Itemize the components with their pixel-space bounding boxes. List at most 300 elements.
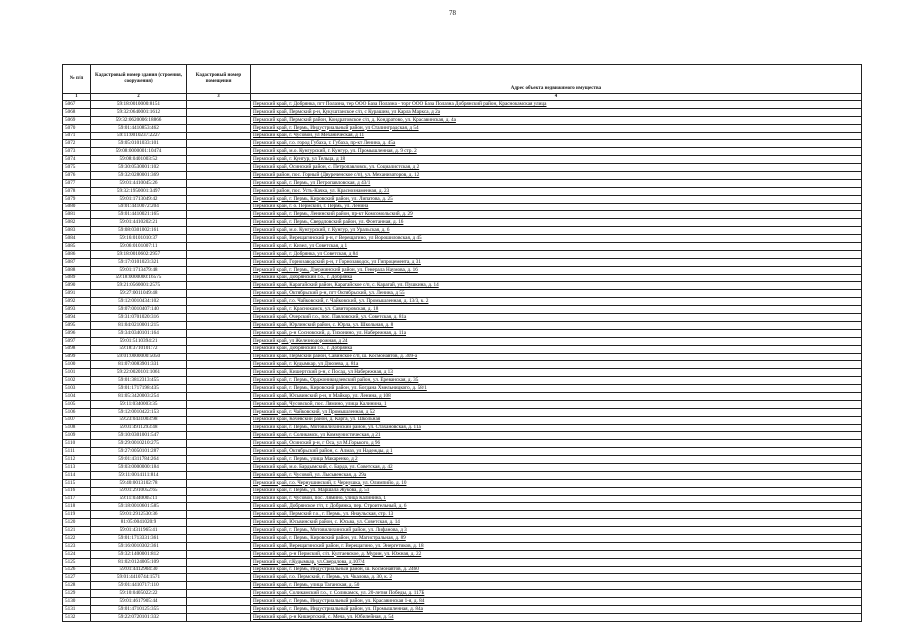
- row-number: 5072: [63, 140, 91, 148]
- table-row: [63, 337, 862, 345]
- address-text: Пермский край, г. Пермь, Индустриальный район, ул. Промышленная, д. 84а: [253, 605, 423, 612]
- address-text: Пермский край, г.о. Пермский, г. Пермь, ул. Чкалова, д. 30, к. 2: [253, 574, 392, 581]
- table-row: [63, 132, 862, 140]
- address-text: Пермский край, р-н Кишертский, с. Меча, ул. Юбилейная, д. 54: [253, 613, 394, 620]
- cadastral-number: 59:10:0301001:547: [91, 432, 187, 440]
- table-row: [63, 550, 862, 558]
- room-cadastral-number: [187, 227, 251, 235]
- row-number: 5109: [63, 432, 91, 440]
- table-row: [63, 448, 862, 456]
- row-number: 5131: [63, 606, 91, 614]
- row-number: 5076: [63, 172, 91, 180]
- room-cadastral-number: [187, 456, 251, 464]
- column-number: 4: [251, 94, 862, 101]
- row-number: 5091: [63, 290, 91, 298]
- room-cadastral-number: [187, 101, 251, 109]
- cadastral-number: 59:03:0000000:184: [91, 463, 187, 471]
- row-number: 5111: [63, 448, 91, 456]
- address-text: Пермский край, г. Пермь, Индустриальный район, ул Сталинградская, д 54: [253, 124, 419, 131]
- cadastral-number: 59:08:0401003:52: [91, 156, 187, 164]
- address-text: Пермский край, г. Пермь, ул. Маршала Жукова, д. 51: [253, 487, 370, 494]
- address-cell: [251, 440, 862, 448]
- row-number: 5103: [63, 385, 91, 393]
- address-text: Пермский край, г. Добрянка, пгт Полазна, тер ООО База Полазна - торг ООО База Полазна Добрянский район, Краснокамская улица: [253, 100, 547, 107]
- address-text: Пермский край, Очерский г.о., пос. Павловский, ул. Советская, д. 81а: [253, 313, 407, 320]
- room-cadastral-number: [187, 124, 251, 132]
- room-cadastral-number: [187, 495, 251, 503]
- cadastral-number: 59:32:0620006:18866: [91, 116, 187, 124]
- table-row: [63, 211, 862, 219]
- table-row: [63, 511, 862, 519]
- room-cadastral-number: [187, 377, 251, 385]
- table-row: [63, 487, 862, 495]
- address-text: Пермский край, г. Пермь, Мотовилихинский район, ул. Стахановская, д. 11а: [253, 424, 421, 431]
- room-cadastral-number: [187, 337, 251, 345]
- address-text: Пермский край, Карагайский район, Карагайское с/п, с. Карагай, ул. Пушкина, д. 14: [253, 282, 439, 289]
- address-text: Пермский край, Пермский район, Савинское с/п, ш. Космонавтов, д. 309-а: [253, 353, 418, 360]
- cadastral-number: 81:02:0124005:109: [91, 558, 187, 566]
- address-text: Пермский край, Юсьвинский район, с. Юсьва, ул. Советская, д. 14: [253, 519, 400, 526]
- row-number: 5120: [63, 519, 91, 527]
- room-cadastral-number: [187, 566, 251, 574]
- cadastral-number: 59:01:1713331:361: [91, 534, 187, 542]
- address-text: Пермский край, Добрянский г.о., г. Добрянка: [253, 345, 353, 352]
- address-text: Пермский край, г. Пермь, Кировский район, ул. Магистральная, д. 89: [253, 534, 406, 541]
- address-text: Пермский край, м.о. Кунгурский, г. Кунгур, ул. Промышленная, д. 9 стр. 2: [253, 148, 417, 155]
- room-cadastral-number: [187, 282, 251, 290]
- table-row: [63, 101, 862, 109]
- row-number: 5075: [63, 164, 91, 172]
- address-cell: [251, 306, 862, 314]
- address-text: Пермский край, г. Пермь, Орджоникидзевский район, ул. Ереванская, д. 35: [253, 377, 419, 384]
- row-number: 5070: [63, 124, 91, 132]
- address-text: Пермский край, Октябрьский р-н, пгт Октябрьский, ул. Ленина, д 55: [253, 290, 405, 297]
- row-number: 5108: [63, 424, 91, 432]
- address-cell: [251, 613, 862, 621]
- row-number: 5090: [63, 282, 91, 290]
- cadastral-number: 59:01:4911293:48: [91, 424, 187, 432]
- row-number: 5068: [63, 108, 91, 116]
- cadastral-number: 59:07:0010407:140: [91, 306, 187, 314]
- address-cell: [251, 463, 862, 471]
- table-row: [63, 282, 862, 290]
- address-cell: [251, 495, 862, 503]
- table-row: [63, 440, 862, 448]
- address-cell: [251, 101, 862, 109]
- cadastral-number: 59:11:0340003:35: [91, 400, 187, 408]
- table-row: [63, 124, 862, 132]
- address-text: Пермский край, г. Пермь, Свердловский район, ул. Фонтанная, д. 16: [253, 219, 404, 226]
- address-cell: [251, 179, 862, 187]
- row-number: 5126: [63, 566, 91, 574]
- cadastral-number: 81:07:0083901:331: [91, 361, 187, 369]
- address-text: Пермский край, Добрянское г/п, г. Добрянка, пер. Строительный, д. 6: [253, 503, 407, 510]
- table-row: [63, 306, 862, 314]
- cadastral-number: 59:23:0431003:98: [91, 416, 187, 424]
- row-number: 5106: [63, 408, 91, 416]
- cadastral-number: 59:10:0405022:22: [91, 590, 187, 598]
- room-cadastral-number: [187, 361, 251, 369]
- room-cadastral-number: [187, 385, 251, 393]
- cadastral-number: 59:01:1713479:48: [91, 266, 187, 274]
- cadastral-number: 59:32:1400001:812: [91, 550, 187, 558]
- cadastral-number: 59:01:1717198:435: [91, 385, 187, 393]
- address-text: Пермский край, Кишертский р-н, с Посад, ул Набережная, д 13: [253, 369, 393, 376]
- room-cadastral-number: [187, 606, 251, 614]
- address-text: Пермский край, г. Пермь, Индустриальный район, ул. Красавинская 1-я, д. 84: [253, 597, 425, 604]
- cadastral-number: 59:18:0010000:8151: [91, 101, 187, 109]
- cadastral-number: 59:11:0340005:11: [91, 495, 187, 503]
- row-number: 5094: [63, 314, 91, 322]
- address-text: Пермский край, г. Кудымкар, ул Дзюзева, д. 81а: [253, 361, 359, 368]
- address-cell: [251, 337, 862, 345]
- address-cell: [251, 432, 862, 440]
- address-cell: [251, 321, 862, 329]
- table-row: [63, 274, 862, 282]
- room-cadastral-number: [187, 108, 251, 116]
- table-row: [63, 243, 862, 251]
- row-number: 5130: [63, 598, 91, 606]
- row-number: 5116: [63, 487, 91, 495]
- room-cadastral-number: [187, 298, 251, 306]
- address-cell: [251, 400, 862, 408]
- cadastral-number: 59:40:0013102:78: [91, 479, 187, 487]
- row-number: 5107: [63, 416, 91, 424]
- address-cell: [251, 416, 862, 424]
- room-cadastral-number: [187, 266, 251, 274]
- table-row: [63, 235, 862, 243]
- table-row: [63, 164, 862, 172]
- row-number: 5110: [63, 440, 91, 448]
- room-cadastral-number: [187, 345, 251, 353]
- room-cadastral-number: [187, 542, 251, 550]
- table-row: [63, 156, 862, 164]
- room-cadastral-number: [187, 392, 251, 400]
- address-text: Пермский край, г. Чусовой, пос. Лямино, улица Калинина, 1: [253, 495, 387, 502]
- address-text: Пермский край, Соликамский г.о., г. Соликамск, ул. 20-летия Победы, д. 117Б: [253, 590, 425, 597]
- row-number: 5115: [63, 479, 91, 487]
- address-cell: [251, 511, 862, 519]
- address-text: Пермский край, г. Пермь, Индустриальный район, ш. Космонавтов, д. 2460: [253, 566, 419, 573]
- cadastral-number: 59:01:4410021:165: [91, 211, 187, 219]
- column-number: 1: [63, 94, 91, 101]
- address-text: Пермский край, Пермский р-н, Кукуштанское с/п, с Курашим, ул Карла Маркса, д 2а: [253, 108, 441, 115]
- address-cell: [251, 479, 862, 487]
- row-number: 5079: [63, 195, 91, 203]
- address-cell: [251, 361, 862, 369]
- header-address: Адрес объекта недвижимого имущества: [251, 65, 862, 94]
- row-number: 5128: [63, 582, 91, 590]
- room-cadastral-number: [187, 274, 251, 282]
- address-cell: [251, 243, 862, 251]
- address-text: Пермский край, г. Пермь, улица Таганская, д. 50: [253, 582, 360, 589]
- table-row: [63, 408, 862, 416]
- room-cadastral-number: [187, 179, 251, 187]
- cadastral-number: 59:01:1713049:42: [91, 195, 187, 203]
- address-cell: [251, 156, 862, 164]
- cadastral-number: 59:12:0010422:153: [91, 408, 187, 416]
- address-cell: [251, 590, 862, 598]
- table-row: [63, 227, 862, 235]
- room-cadastral-number: [187, 400, 251, 408]
- address-text: Пермский край, г. Чусовой, ул. Лысьвенская, д. 29а: [253, 471, 367, 478]
- address-cell: [251, 471, 862, 479]
- room-cadastral-number: [187, 479, 251, 487]
- cadastral-number: 59:01:4311784:264: [91, 456, 187, 464]
- room-cadastral-number: [187, 187, 251, 195]
- cadastral-number: 81:04:0210001:215: [91, 321, 187, 329]
- table-row: [63, 463, 862, 471]
- address-cell: [251, 550, 862, 558]
- address-cell: [251, 582, 862, 590]
- table-row: [63, 385, 862, 393]
- table-row: [63, 179, 862, 187]
- address-text: Пермский край, г. Добрянка, ул Советская, д 84: [253, 250, 358, 257]
- address-cell: [251, 195, 862, 203]
- address-cell: [251, 392, 862, 400]
- table-row: [63, 542, 862, 550]
- table-row: [63, 574, 862, 582]
- row-number: 5102: [63, 377, 91, 385]
- cadastral-number: 59:32:0640001:1612: [91, 108, 187, 116]
- room-cadastral-number: [187, 353, 251, 361]
- cadastral-number: 59:06:0101007:11: [91, 243, 187, 251]
- room-cadastral-number: [187, 369, 251, 377]
- header-cadastral-building: Кадастровый номер здания (строения, сооружения): [91, 65, 187, 94]
- table-row: [63, 345, 862, 353]
- row-number: 5122: [63, 534, 91, 542]
- row-number: 5084: [63, 235, 91, 243]
- page-number: 78: [449, 9, 456, 17]
- row-number: 5113: [63, 463, 91, 471]
- address-text: Пермский край, Добрянский г.о., г. Добрянка: [253, 274, 353, 281]
- cadastral-number: 59:01:0000000:5050: [91, 353, 187, 361]
- cadastral-number: 59:01:5110394:21: [91, 337, 187, 345]
- room-cadastral-number: [187, 582, 251, 590]
- room-cadastral-number: [187, 132, 251, 140]
- cadastral-number: 59:12:0010434:102: [91, 298, 187, 306]
- address-text: Пермский край, р-н Сосновский, д. Тихонино, ул. Набережная, д. 11а: [253, 329, 407, 336]
- address-cell: [251, 574, 862, 582]
- address-text: Пермский край, г. Пермь, Кировский район, ул. Богдана Хмельницкого, д. 58/1: [253, 384, 427, 391]
- address-cell: [251, 148, 862, 156]
- table-row: [63, 203, 862, 211]
- row-number: 5097: [63, 337, 91, 345]
- row-number: 5083: [63, 227, 91, 235]
- row-number: 5121: [63, 527, 91, 535]
- cadastral-number: 59:18:3710101:72: [91, 345, 187, 353]
- cadastral-number: 59:01:2910052:65: [91, 487, 187, 495]
- address-cell: [251, 408, 862, 416]
- address-cell: [251, 227, 862, 235]
- row-number: 5089: [63, 274, 91, 282]
- address-text: Пермский край, Кочёвский район, д. Карга, ул. Школьная: [253, 416, 381, 423]
- address-text: Пермский край, г.Кудымкар, ул.Свердлова, д.107/4: [253, 558, 365, 565]
- address-text: Пермский край, Чусовской, пос. Лямино, улица Калинина, 1: [253, 400, 387, 407]
- table-row: [63, 369, 862, 377]
- address-text: Пермский край, г. Пермь, Мотовилихинский район, ул. Лифанова, д 3: [253, 526, 407, 533]
- row-number: 5123: [63, 542, 91, 550]
- table-row: [63, 495, 862, 503]
- address-cell: [251, 290, 862, 298]
- address-cell: [251, 566, 862, 574]
- table-row: [63, 290, 862, 298]
- address-cell: [251, 298, 862, 306]
- address-text: Пермский край, Октябрьский район, с. Алмаз, ул Надежды, д 1: [253, 448, 393, 455]
- row-number: 5096: [63, 329, 91, 337]
- address-text: Пермский край, г.о. город Губаха, г. Губаха, пр-кт Ленина, д. 45а: [253, 140, 396, 147]
- cadastral-number: 59:01:4311965:41: [91, 527, 187, 535]
- room-cadastral-number: [187, 558, 251, 566]
- address-text: Пермский край, Горнозаводский р-н, г Горнозаводск, ул Гипроцементa, д 31: [253, 258, 421, 265]
- cadastral-number: 59:08:0000001:10474: [91, 148, 187, 156]
- address-cell: [251, 527, 862, 535]
- room-cadastral-number: [187, 140, 251, 148]
- cadastral-number: 59:30:0530001:102: [91, 164, 187, 172]
- row-number: 5129: [63, 590, 91, 598]
- address-text: Пермский край, м.о. Кунгурский, г. Кунгур, ул Уральская, д. 6: [253, 227, 390, 234]
- address-cell: [251, 448, 862, 456]
- cadastral-number: 81:05:0041020:9: [91, 519, 187, 527]
- address-cell: [251, 424, 862, 432]
- address-cell: [251, 353, 862, 361]
- address-text: Пермский край, г. Чайковский, ул Промышленная, д 52: [253, 408, 375, 415]
- room-cadastral-number: [187, 329, 251, 337]
- row-number: 5125: [63, 558, 91, 566]
- room-cadastral-number: [187, 195, 251, 203]
- room-cadastral-number: [187, 211, 251, 219]
- cadastral-number: 59:22:0020101:1061: [91, 369, 187, 377]
- cadastral-number: 59:18:0000000:16575: [91, 274, 187, 282]
- address-cell: [251, 219, 862, 227]
- address-cell: [251, 606, 862, 614]
- table-row: [63, 148, 862, 156]
- address-text: Пермский край, ул Железнодорожная, д 24: [253, 337, 348, 344]
- table-row: [63, 432, 862, 440]
- room-cadastral-number: [187, 534, 251, 542]
- address-cell: [251, 385, 862, 393]
- cadastral-number: 59:01:4412904:30: [91, 566, 187, 574]
- table-row: [63, 479, 862, 487]
- row-number: 5118: [63, 503, 91, 511]
- table-row: [63, 250, 862, 258]
- cadastral-number: 59:21:0560001:2575: [91, 282, 187, 290]
- table-row: [63, 329, 862, 337]
- room-cadastral-number: [187, 471, 251, 479]
- row-number: 5112: [63, 456, 91, 464]
- table-row: [63, 116, 862, 124]
- address-cell: [251, 558, 862, 566]
- room-cadastral-number: [187, 203, 251, 211]
- row-number: 5127: [63, 574, 91, 582]
- cadastral-number: 59:11:0010237:2227: [91, 132, 187, 140]
- address-text: Пермский край, Осинский район, с. Петропавловск, ул. Социалистская, д 2: [253, 163, 420, 170]
- address-text: Пермский край, г. Кунгур, ул Тельца, д 18: [253, 156, 346, 163]
- address-text: Пермский край, Верещагинский р-н, г Верещагино, ул Ворошиловская, д 45: [253, 234, 422, 241]
- row-number: 5119: [63, 511, 91, 519]
- row-number: 5095: [63, 321, 91, 329]
- cadastral-number: 59:18:0010601:585: [91, 503, 187, 511]
- room-cadastral-number: [187, 250, 251, 258]
- room-cadastral-number: [187, 511, 251, 519]
- row-number: 5087: [63, 258, 91, 266]
- address-cell: [251, 282, 862, 290]
- table-row: [63, 606, 862, 614]
- room-cadastral-number: [187, 258, 251, 266]
- table-row: [63, 195, 862, 203]
- row-number: 5077: [63, 179, 91, 187]
- table-row: [63, 400, 862, 408]
- room-cadastral-number: [187, 527, 251, 535]
- room-cadastral-number: [187, 574, 251, 582]
- row-number: 5085: [63, 243, 91, 251]
- address-cell: [251, 534, 862, 542]
- room-cadastral-number: [187, 172, 251, 180]
- cadastral-number: 59:16:0010302:361: [91, 542, 187, 550]
- address-cell: [251, 598, 862, 606]
- table-row: [63, 424, 862, 432]
- room-cadastral-number: [187, 156, 251, 164]
- room-cadastral-number: [187, 164, 251, 172]
- table-row: [63, 266, 862, 274]
- address-cell: [251, 456, 862, 464]
- cadastral-number: 59:01:4410072:204: [91, 203, 187, 211]
- address-text: Пермский край, г.о. Чайковский, г. Чайковский, ул. Промышленная, д. 13/3, к. 2: [253, 298, 429, 305]
- address-text: Пермский край, г. Пермь, улица Макаренко, д 2: [253, 455, 358, 462]
- cadastral-number: 59:01:4710125:355: [91, 606, 187, 614]
- table-row: [63, 582, 862, 590]
- address-cell: [251, 519, 862, 527]
- room-cadastral-number: [187, 432, 251, 440]
- table-row: [63, 534, 862, 542]
- table-row: [63, 613, 862, 621]
- cadastral-number: 59:32:1950001:3497: [91, 187, 187, 195]
- address-text: Пермский край, г. Кизел, ул Советская, д 1: [253, 242, 348, 249]
- table-row: [63, 298, 862, 306]
- registry-table: [62, 64, 862, 622]
- room-cadastral-number: [187, 306, 251, 314]
- header-num: № п/п: [63, 65, 91, 94]
- address-text: Пермский край, Пермский г.о., г. Пермь, ул. Янаульская, стр. 13: [253, 511, 394, 518]
- address-text: Пермский край, Верещагинский район, г. Верещагино, ул. Энергетиков, д. 18: [253, 542, 424, 549]
- table-row: [63, 566, 862, 574]
- row-number: 5082: [63, 219, 91, 227]
- address-cell: [251, 377, 862, 385]
- address-cell: [251, 203, 862, 211]
- cadastral-number: 59:01:4410202:21: [91, 219, 187, 227]
- address-cell: [251, 172, 862, 180]
- room-cadastral-number: [187, 503, 251, 511]
- row-number: 5114: [63, 471, 91, 479]
- address-cell: [251, 235, 862, 243]
- room-cadastral-number: [187, 598, 251, 606]
- address-cell: [251, 314, 862, 322]
- room-cadastral-number: [187, 487, 251, 495]
- room-cadastral-number: [187, 321, 251, 329]
- address-text: Пермский край, г. Пермь, ул Петропавловская, д 43/1: [253, 179, 371, 186]
- row-number: 5101: [63, 369, 91, 377]
- address-text: Пермский край, р-н Пермский, с/п. Култаевское, д. Мурин, ул. Южная, д. 22: [253, 550, 422, 557]
- table-row: [63, 361, 862, 369]
- table-row: [63, 416, 862, 424]
- cadastral-number: 59:05:0101033:101: [91, 140, 187, 148]
- table-row: [63, 377, 862, 385]
- room-cadastral-number: [187, 463, 251, 471]
- table-row: [63, 558, 862, 566]
- row-number: 5124: [63, 550, 91, 558]
- address-text: Пермский край, г. Пермь, Кировский район, ул. Липатова, д. 25: [253, 195, 393, 202]
- address-text: Пермский край, г. Краснокамск, ул. Савиторовская, д. 18: [253, 306, 379, 312]
